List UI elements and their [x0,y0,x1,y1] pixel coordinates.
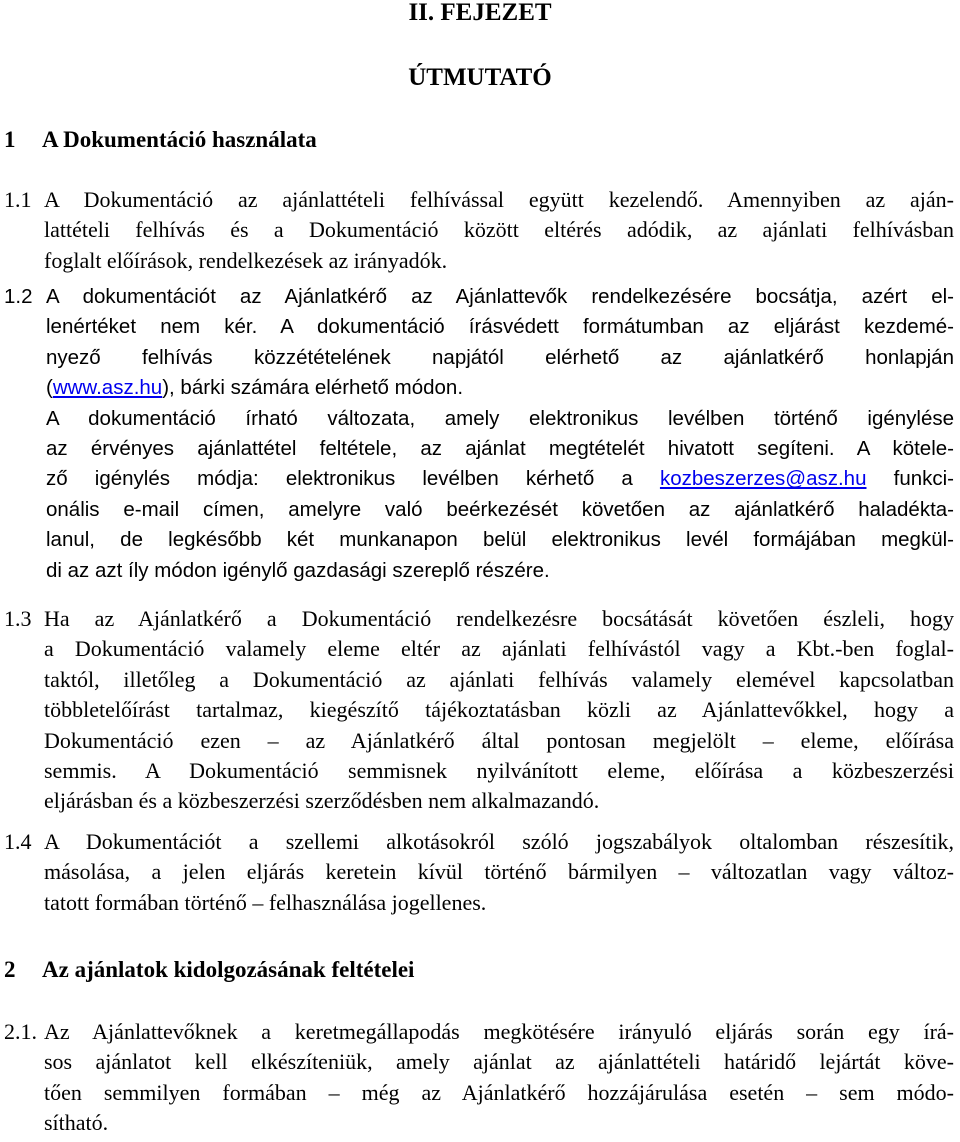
email-link[interactable]: kozbeszerzes@asz.hu [659,467,867,491]
text-line: sos ajánlatot kell elkészíteniük, amely ajánlat az ajánlattételi határidő lejártát köve- [44,1049,954,1075]
section-title: A Dokumentáció használata [42,127,317,152]
text-line: Az Ajánlattevőknek a keretmegállapodás megkötésére irányuló eljárás során egy írá- [44,1019,954,1044]
paragraph-number: 1.2 [4,285,33,308]
section-heading-2 [4,955,414,985]
text-line: lattételi felhívás és a Dokumentáció között eltérés adódik, az ajánlati felhívásban [44,217,954,243]
text-fragment: ( [46,376,53,400]
paragraph-1-3 [4,604,954,817]
text-line: A Dokumentációt a szellemi alkotásokról szóló jogszabályok oltalomban részesítik, [44,829,954,854]
chapter-heading: II. FEJEZET [408,0,552,26]
text-line: taktól, illetőleg a Dokumentáció az ajánlati felhívás valamely elemével kapcsolatban [44,666,954,692]
website-link[interactable]: www.asz.hu [52,376,163,400]
text-line: foglalt előírások, rendelkezések az irányadók. [44,247,448,273]
paragraph-2-1 [4,1017,954,1139]
text-line: a Dokumentáció valamely eleme eltér az ajánlati felhívástól vagy a Kbt.-ben foglal- [44,636,954,662]
text-line: A Dokumentáció az ajánlattételi felhívással együtt kezelendő. Amennyiben az aján- [44,187,954,212]
text-line: eljárásban és a közbeszerzési szerződésben nem alkalmazandó. [44,788,600,814]
paragraph-1-4 [4,827,954,918]
paragraph-number: 1.4 [4,829,32,854]
text-fragment: ző igénylés módja: elektronikus levélben kérhető a [46,467,660,491]
text-line: többletelőírást tartalmaz, kiegészítő tájékoztatásban közli az Ajánlattevőkkel, hogy a [44,697,954,723]
text-fragment: funkci- [866,467,955,491]
text-line: nyező felhívás közzétételének napjától elérhető az ajánlatkérő honlapján [46,345,954,369]
paragraph-number: 1.1 [4,187,32,212]
text-line: lenértéket nem kér. A dokumentáció írásvédett formátumban az eljárást kezdemé- [46,315,954,339]
text-line: Ha az Ajánlatkérő a Dokumentáció rendelkezésre bocsátását követően észleli, hogy [44,606,954,631]
paragraph-number: 1.3 [4,606,32,631]
text-fragment: ), bárki számára elérhető módon. [162,376,464,400]
text-line: A dokumentációt az Ajánlatkérő az Ajánlattevők rendelkezésére bocsátja, azért el- [46,285,954,308]
text-line: di az azt íly módon igénylő gazdasági szereplő részére. [46,558,550,582]
text-line: sítható. [44,1110,109,1136]
text-line: A dokumentáció írható változata, amely elektronikus levélben történő igénylése [46,406,954,430]
section-title: Az ajánlatok kidolgozásának feltételei [42,957,415,982]
section-number: 1 [4,127,16,152]
text-line: onális e-mail címen, amelyre való beérkezését követően az ajánlatkérő haladékta- [46,497,954,521]
text-line: tatott formában történő – felhasználása jogellenes. [44,889,487,915]
paragraph-number: 2.1. [4,1019,37,1044]
text-line: semmis. A Dokumentáció semmisnek nyilvánított eleme, előírása a közbeszerzési [44,757,954,783]
text-line: az érvényes ajánlattétel feltétele, az ajánlat megtételét hivatott segíteni. A kötele- [46,436,954,460]
paragraph-1-2 [4,282,954,586]
text-line [46,373,954,403]
text-line: tően semmilyen formában – még az Ajánlatkérő hozzájárulása esetén – sem módo- [44,1079,954,1105]
section-heading-1 [4,125,317,155]
chapter-subtitle: ÚTMUTATÓ [408,64,552,91]
section-number: 2 [4,957,16,982]
text-line: másolása, a jelen eljárás keretein kívül történő bármilyen – változatlan vagy változ- [44,859,954,885]
text-line: lanul, de legkésőbb két munkanapon belül elektronikus levél formájában megkül- [46,528,954,552]
text-line: Dokumentáció ezen – az Ajánlatkérő által pontosan megjelölt – eleme, előírása [44,727,954,753]
text-line [46,464,954,494]
paragraph-1-1 [4,185,954,276]
